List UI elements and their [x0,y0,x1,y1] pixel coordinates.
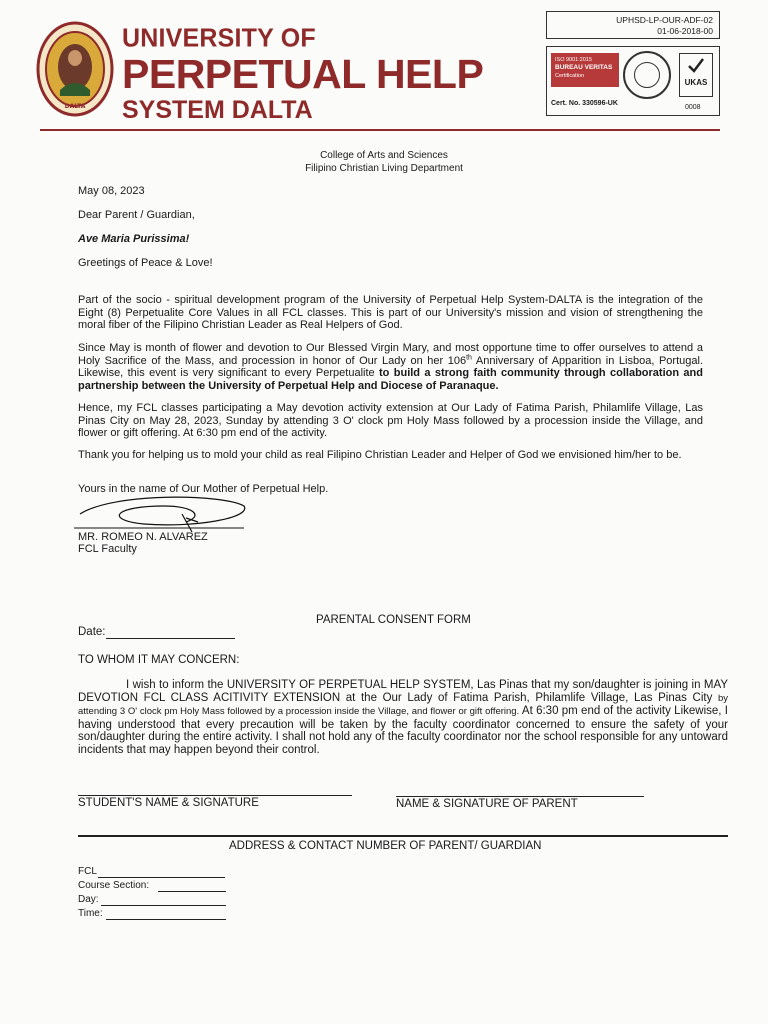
department-name: Filipino Christian Living Department [305,163,463,174]
cert-number: Cert. No. 330596-UK [551,100,618,107]
time-label: Time: [78,908,103,919]
certification-box [546,46,720,116]
parent-signature-line[interactable] [396,796,644,797]
signer-name: MR. ROMEO N. ALVAREZ [78,531,208,543]
ukas-code: 0008 [685,104,701,111]
letter-date: May 08, 2023 [78,185,145,197]
university-line2: PERPETUAL HELP [122,51,484,97]
address-divider [78,835,728,837]
day-label: Day: [78,894,99,905]
university-name [122,23,484,124]
ukas-logo: UKAS [679,53,713,97]
university-seal-logo [36,20,114,118]
college-name: College of Arts and Sciences [320,150,448,161]
greeting-latin: Ave Maria Purissima! [78,233,190,245]
greeting-peace: Greetings of Peace & Love! [78,257,213,269]
svg-text:DALTA: DALTA [64,103,86,110]
date-field-line[interactable] [106,638,235,639]
paragraph-3: Hence, my FCL classes participating a May devotion activity extension at Our Lady of Fatima Parish, Philamlife Village, Las Pinas City on May 28, 2023, Sunday by attending 3 O' clock pm Holy Mass followed by a procession inside the Village, and flower or gift offering. At 6:30 pm end of the activity. [78,402,703,439]
student-signature-line[interactable] [78,795,352,796]
consent-body: I wish to inform the UNIVERSITY OF PERPETUAL HELP SYSTEM, Las Pinas that my son/daughter is joining in MAY DEVOTION FCL CLASS ACITIVITY EXTENSION at the Our Lady of Fatima Parish, Philamlife Village, Las Pinas City by attending 3 O' clock pm Holy Mass followed by a procession inside the Village, and flower or gift offering. At 6:30 pm end of the activity Likewise, I having understood that every precaution will be taken by the faculty coordinator concerned to ensure the safety of your son/daughter during the entire activity. I shall not hold any of the faculty coordinator nor the school responsible for any untoward incidents that may happen beyond their control. [78,679,728,756]
university-line1: UNIVERSITY OF [122,23,316,53]
fcl-field-line[interactable] [98,877,225,878]
department-heading [0,149,768,175]
to-whom-heading: TO WHOM IT MAY CONCERN: [78,654,240,666]
bureau-veritas-seal-icon [623,51,671,99]
salutation: Dear Parent / Guardian, [78,209,195,221]
signer-block [78,531,703,555]
address-heading: ADDRESS & CONTACT NUMBER OF PARENT/ GUARDIAN [229,840,542,852]
consent-form-title: PARENTAL CONSENT FORM [316,614,471,626]
fcl-label: FCL [78,866,97,877]
doc-code: UPHSD-LP-OUR-ADF-02 [616,15,713,25]
signer-title: FCL Faculty [78,543,137,555]
crown-check-icon [685,54,707,76]
day-field-line[interactable] [101,905,226,906]
paragraph-2: Since May is month of flower and devotion to Our Blessed Virgin Mary, and most opportune time to offer ourselves to attend a Holy Sacrifice of the Mass, and procession in honor of Our Lady on her 106th Anniversary of Apparition in Lisboa, Portugal. Likewise, this event is very significant to every Perpetualite to build a strong faith community through collaboration and partnership between the University of Perpetual Help and Diocese of Paranaque. [78,342,703,392]
document-code-box [546,11,720,39]
bureau-veritas-badge: ISO 9001:2015 BUREAU VERITAS Certification [551,53,619,87]
paragraph-4: Thank you for helping us to mold your child as real Filipino Christian Leader and Helper of God we envisioned him/her to be. [78,449,682,461]
time-field-line[interactable] [106,919,226,920]
course-section-field-line[interactable] [158,891,226,892]
university-line3: SYSTEM DALTA [122,96,313,124]
course-section-label: Course Section: [78,880,150,891]
paragraph-1: Part of the socio - spiritual development program of the University of Perpetual Help System-DALTA is the integration of the Eight (8) Perpetualite Core Values in all FCL classes. This is part of our University's mission and vision of strengthening the moral fiber of the Filipino Christian Leader as Real Helpers of God. [78,294,703,331]
header-divider [40,129,720,131]
doc-date: 01-06-2018-00 [657,26,713,36]
closing-line: Yours in the name of Our Mother of Perpetual Help. [78,483,329,495]
student-signature-label: STUDENT'S NAME & SIGNATURE [78,797,259,809]
parent-signature-label: NAME & SIGNATURE OF PARENT [396,798,578,810]
date-label: Date: [78,626,106,638]
